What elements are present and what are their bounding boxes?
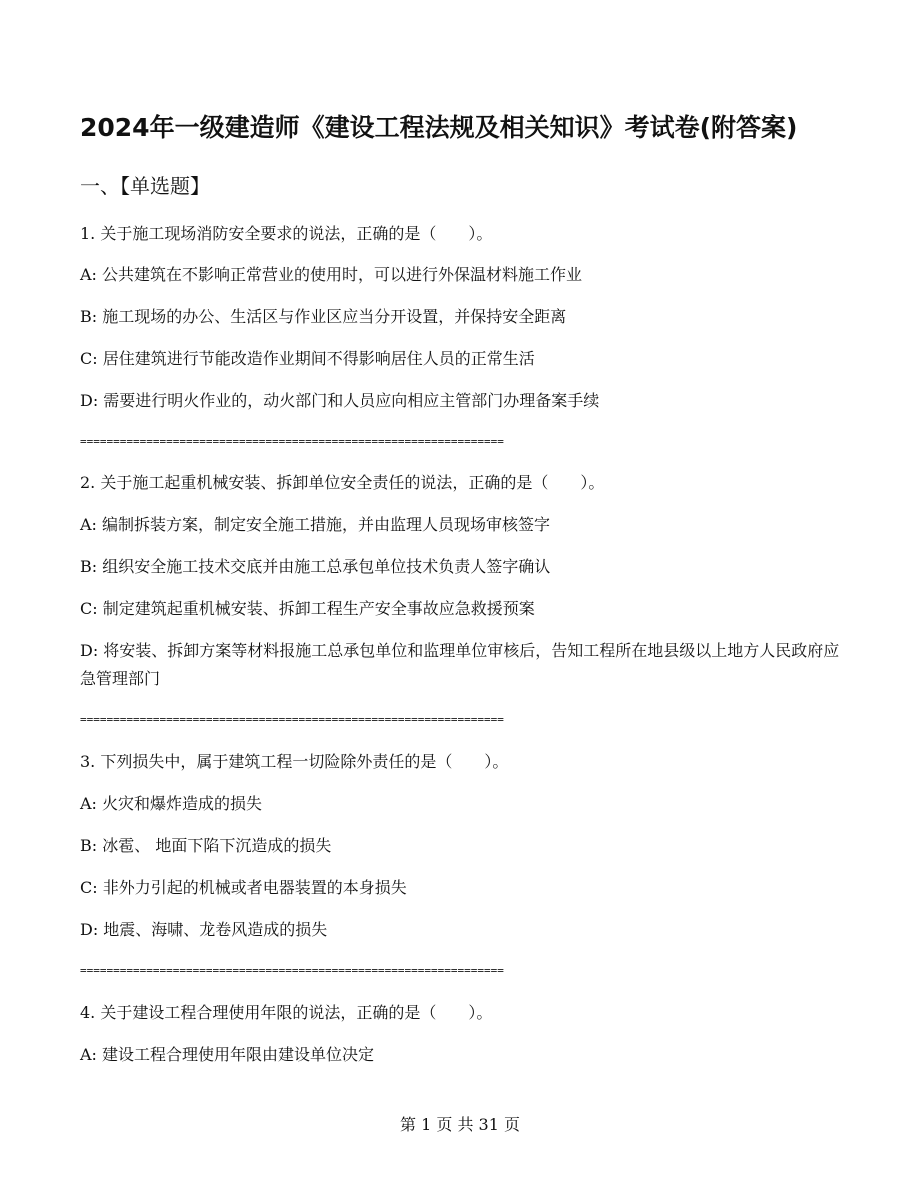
separator-line: ================================================================ (80, 964, 504, 977)
answer-option: B: 冰雹、 地面下陷下沉造成的损失 (80, 836, 332, 855)
answer-option: B: 组织安全施工技术交底并由施工总承包单位技术负责人签字确认 (80, 557, 551, 576)
answer-option: C: 制定建筑起重机械安装、拆卸工程生产安全事故应急救援预案 (80, 599, 535, 618)
section-heading: 一、【单选题】 (80, 174, 210, 198)
answer-option: A: 公共建筑在不影响正常营业的使用时，可以进行外保温材料施工作业 (80, 265, 583, 284)
answer-option: B: 施工现场的办公、生活区与作业区应当分开设置，并保持安全距离 (80, 307, 567, 326)
answer-option: A: 编制拆装方案，制定安全施工措施，并由监理人员现场审核签字 (80, 515, 551, 534)
answer-option: A: 建设工程合理使用年限由建设单位决定 (80, 1045, 375, 1064)
separator-line: ================================================================ (80, 435, 504, 448)
answer-option: D: 需要进行明火作业的，动火部门和人员应向相应主管部门办理备案手续 (80, 391, 600, 410)
question-stem: 4. 关于建设工程合理使用年限的说法，正确的是（ ）。 (80, 1003, 493, 1022)
document-title: 2024年一级建造师《建设工程法规及相关知识》考试卷(附答案) (80, 113, 798, 142)
question-stem: 1. 关于施工现场消防安全要求的说法，正确的是（ ）。 (80, 224, 493, 243)
question-stem: 3. 下列损失中，属于建筑工程一切险除外责任的是（ ）。 (80, 752, 509, 771)
answer-option: C: 非外力引起的机械或者电器装置的本身损失 (80, 878, 407, 897)
answer-option: D: 将安装、拆卸方案等材料报施工总承包单位和监理单位审核后，告知工程所在地县级以上地方人民政府应急管理部门 (80, 641, 840, 688)
answer-option: C: 居住建筑进行节能改造作业期间不得影响居住人员的正常生活 (80, 349, 535, 368)
answer-option: A: 火灾和爆炸造成的损失 (80, 794, 263, 813)
page-footer: 第 1 页 共 31 页 (400, 1115, 520, 1134)
answer-option: D: 地震、海啸、龙卷风造成的损失 (80, 920, 328, 939)
question-stem: 2. 关于施工起重机械安装、拆卸单位安全责任的说法，正确的是（ ）。 (80, 473, 605, 492)
separator-line: ================================================================ (80, 713, 504, 726)
